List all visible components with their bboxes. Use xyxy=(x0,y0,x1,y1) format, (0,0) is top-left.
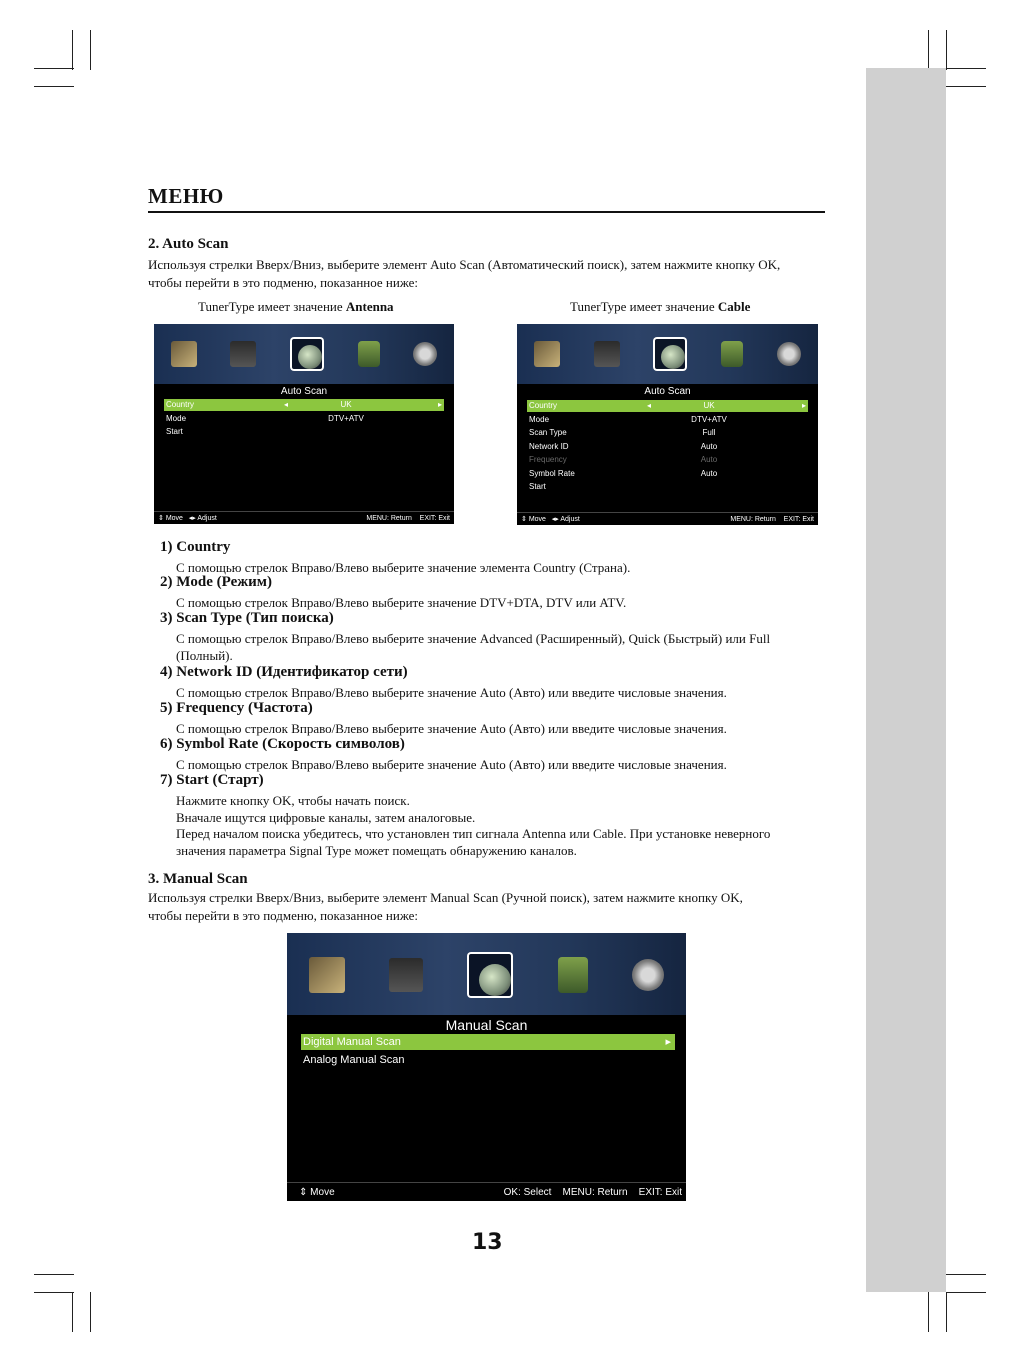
menu-row-label: Analog Manual Scan xyxy=(303,1054,405,1066)
menu-row[interactable] xyxy=(527,427,808,439)
spacer xyxy=(629,468,669,480)
sound-icon xyxy=(230,341,256,367)
spacer xyxy=(629,441,669,453)
tv-screen-cable xyxy=(517,324,818,525)
page-number: 13 xyxy=(472,1230,503,1255)
menu-row-value: Auto xyxy=(700,441,718,451)
menu-row-value xyxy=(306,426,386,438)
menu-title: Manual Scan xyxy=(445,1017,528,1033)
crop-mark xyxy=(90,30,91,70)
menu-row[interactable] xyxy=(301,1052,675,1068)
menu-row-value: Full xyxy=(702,428,716,437)
crop-mark xyxy=(946,1292,986,1293)
channel-icon xyxy=(653,337,687,371)
gear-icon xyxy=(632,959,664,991)
menu-row-label: Scan Type xyxy=(529,428,567,437)
item-heading: 7) Start (Старт) xyxy=(160,772,264,788)
manual-scan-intro-line-2: чтобы перейти в это подменю, показанное ниже: xyxy=(148,908,419,923)
item-heading: 3) Scan Type (Тип поиска) xyxy=(160,610,334,626)
menu-row-value xyxy=(669,481,749,493)
crop-mark xyxy=(72,1292,73,1332)
footer-left: ⇕ Move ◂▸ Adjust xyxy=(158,515,217,522)
picture-icon xyxy=(309,957,345,993)
title-underline xyxy=(148,211,825,213)
footer-left: ⇕ Move xyxy=(299,1186,335,1198)
item-text: (Полный). xyxy=(176,648,233,663)
crop-mark xyxy=(946,68,986,69)
menu-row-label: Start xyxy=(529,482,546,491)
menu-row[interactable] xyxy=(527,481,808,493)
item-heading: 6) Symbol Rate (Скорость символов) xyxy=(160,736,405,752)
menu-row-value: Auto xyxy=(700,468,718,478)
item-text: Нажмите кнопку OK, чтобы начать поиск. xyxy=(176,793,410,808)
item-heading: 5) Frequency (Частота) xyxy=(160,700,313,716)
crop-mark xyxy=(34,1292,74,1293)
menu-row[interactable] xyxy=(527,400,808,412)
sound-icon xyxy=(389,958,423,992)
menu-row-value: UK xyxy=(340,400,352,409)
crop-mark xyxy=(946,30,947,70)
menu-row-label: Country xyxy=(166,400,195,409)
menu-row[interactable] xyxy=(164,399,444,411)
crop-mark xyxy=(946,1274,986,1275)
arrow-left-icon[interactable]: ◂ xyxy=(646,401,651,410)
crop-mark xyxy=(946,1292,947,1332)
spacer xyxy=(266,413,306,425)
spacer xyxy=(629,454,669,466)
menu-row-value: UK xyxy=(703,401,715,410)
sound-icon xyxy=(594,341,620,367)
footer-right: OK: Select MENU: Return EXIT: Exit xyxy=(503,1186,682,1198)
item-text: С помощью стрелок Вправо/Влево выберите значение элемента Country (Страна). xyxy=(176,560,631,575)
picture-icon xyxy=(534,341,560,367)
item-heading: 2) Mode (Режим) xyxy=(160,574,273,590)
item-heading: 4) Network ID (Идентификатор сети) xyxy=(160,664,408,680)
menu-row[interactable] xyxy=(527,414,808,426)
menu-row-label: Frequency xyxy=(529,455,567,464)
picture-icon xyxy=(171,341,197,367)
item-text: С помощью стрелок Вправо/Влево выберите значение Auto (Авто) или введите числовые значения. xyxy=(176,721,727,736)
item-text: С помощью стрелок Вправо/Влево выберите значение Auto (Авто) или введите числовые значения. xyxy=(176,757,727,772)
spacer xyxy=(629,427,669,439)
channel-icon xyxy=(290,337,324,371)
crop-mark xyxy=(928,1292,929,1332)
footer-right: MENU: Return EXIT: Exit xyxy=(730,515,814,523)
arrow-right-icon[interactable]: ▸ xyxy=(801,401,806,410)
arrow-left-icon[interactable]: ◂ xyxy=(283,400,288,409)
item-text: С помощью стрелок Вправо/Влево выберите значение Advanced (Расширенный), Quick (Быстрый) или Full xyxy=(176,631,771,646)
menu-row[interactable] xyxy=(527,454,808,466)
footer-right: MENU: Return EXIT: Exit xyxy=(366,514,450,522)
item-text: С помощью стрелок Вправо/Влево выберите значение Auto (Авто) или введите числовые значения. xyxy=(176,685,727,700)
auto-scan-intro-line-2: чтобы перейти в это подменю, показанное ниже: xyxy=(148,275,419,290)
menu-row-label: Mode xyxy=(529,414,550,424)
menu-row-label: Digital Manual Scan xyxy=(303,1036,401,1048)
spacer xyxy=(629,481,669,493)
footer-left: ⇕ Move ◂▸ Adjust xyxy=(521,516,580,523)
page-title: МЕНЮ xyxy=(148,184,224,208)
menu-row-label: Mode xyxy=(166,413,187,423)
crop-mark xyxy=(928,30,929,70)
manual-scan-heading: 3. Manual Scan xyxy=(148,871,248,887)
satellite-dish-icon xyxy=(479,964,511,996)
tv-screen-antenna xyxy=(154,324,454,524)
lock-icon xyxy=(358,341,380,367)
menu-row-label: Symbol Rate xyxy=(529,468,575,478)
gear-icon xyxy=(413,342,437,366)
tv-footer xyxy=(287,1182,686,1201)
caption-cable: TunerType имеет значение Cable xyxy=(570,299,751,314)
menu-row-label: Network ID xyxy=(529,441,569,451)
tv-footer xyxy=(517,512,818,525)
item-text: С помощью стрелок Вправо/Влево выберите значение DTV+DTA, DTV или ATV. xyxy=(176,595,627,610)
crop-mark xyxy=(72,30,73,70)
menu-row-value: DTV+ATV xyxy=(328,413,364,423)
arrow-right-icon[interactable]: ▸ xyxy=(437,400,442,409)
arrow-right-icon[interactable]: ▸ xyxy=(665,1036,671,1048)
crop-mark xyxy=(90,1292,91,1332)
lock-icon xyxy=(721,341,743,367)
menu-row-value: DTV+ATV xyxy=(691,414,727,424)
caption-antenna: TunerType имеет значение Antenna xyxy=(198,299,394,314)
menu-row[interactable] xyxy=(164,413,444,425)
item-text: Перед началом поиска убедитесь, что установлен тип сигнала Antenna или Cable. При установке неверного xyxy=(176,826,771,841)
menu-row-label: Country xyxy=(529,401,558,410)
crop-mark xyxy=(34,1274,74,1275)
gear-icon xyxy=(777,342,801,366)
menu-row[interactable] xyxy=(527,441,808,453)
auto-scan-heading: 2. Auto Scan xyxy=(148,236,229,252)
menu-row[interactable] xyxy=(301,1034,675,1050)
spacer xyxy=(266,426,306,438)
menu-title: Auto Scan xyxy=(280,386,328,397)
crop-mark xyxy=(946,86,986,87)
manual-scan-intro-line-1: Используя стрелки Вверх/Вниз, выберите элемент Manual Scan (Ручной поиск), затем нажмите кнопку OK, xyxy=(148,890,743,905)
menu-row[interactable] xyxy=(527,468,808,480)
crop-mark xyxy=(34,86,74,87)
item-text: Вначале ищутся цифровые каналы, затем аналоговые. xyxy=(176,809,476,825)
auto-scan-intro-line-1: Используя стрелки Вверх/Вниз, выберите элемент Auto Scan (Автоматический поиск), затем нажмите кнопку OK, xyxy=(148,257,781,272)
menu-row[interactable] xyxy=(164,426,444,438)
page-side-bar xyxy=(866,68,946,1292)
lock-icon xyxy=(558,957,588,993)
menu-row-label: Start xyxy=(166,427,183,436)
crop-mark xyxy=(34,68,74,69)
channel-icon xyxy=(467,952,513,998)
menu-row-value: Auto xyxy=(700,455,718,464)
item-text: значения параметра Signal Type может помещать обнаружению каналов. xyxy=(176,842,577,858)
satellite-dish-icon xyxy=(661,345,685,369)
tv-screen-manual-scan xyxy=(287,933,686,1201)
tv-footer xyxy=(154,511,454,524)
item-heading: 1) Country xyxy=(160,539,231,555)
menu-title: Auto Scan xyxy=(644,386,691,397)
satellite-dish-icon xyxy=(298,345,322,369)
spacer xyxy=(629,414,669,426)
